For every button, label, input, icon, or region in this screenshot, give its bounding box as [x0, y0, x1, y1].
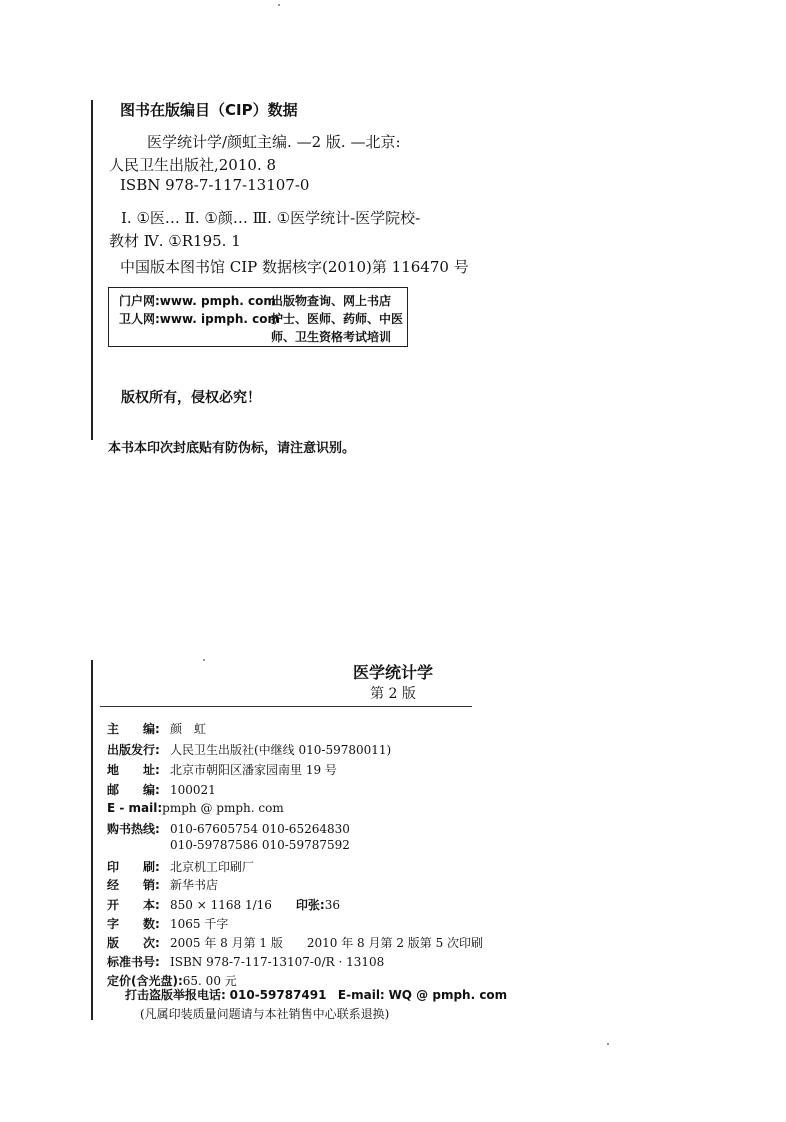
imprint-value: ISBN 978-7-117-13107-0/R · 13108 [170, 955, 385, 969]
imprint-value: 010-67605754 010-65264830 [170, 822, 350, 836]
health-description-1: 护士、医师、药师、中医 [271, 312, 404, 326]
imprint-row [107, 720, 206, 737]
cip-line-2: 人民卫生出版社,2010. 8 [109, 156, 277, 174]
imprint-row [107, 820, 350, 837]
imprint-value: pmph @ pmph. com [162, 801, 284, 815]
cip-heading: 图书在版编目（CIP）数据 [120, 101, 298, 119]
imprint-row [107, 934, 483, 951]
imprint-row [107, 838, 350, 852]
imprint-label: 主 编: [107, 722, 160, 736]
imprint-label: 经 销: [107, 878, 160, 892]
imprint-value: 北京机工印刷厂 [170, 860, 255, 874]
imprint-row [107, 781, 216, 798]
imprint-value: 100021 [170, 783, 216, 797]
imprint-row [107, 953, 384, 970]
imprint-value: 010-59787586 010-59787592 [170, 838, 350, 852]
imprint-label: 版 次: [107, 936, 160, 950]
imprint-value: 新华书店 [170, 878, 219, 892]
cip-line-5: 教材 Ⅳ. ①R195. 1 [109, 232, 241, 250]
book-edition: 第 2 版 [370, 686, 416, 702]
imprint-label: 地 址: [107, 763, 160, 777]
imprint-label: 出版发行: [107, 743, 160, 757]
imprint-extra-label: 印张: [295, 898, 325, 912]
imprint-value: 人民卫生出版社(中继线 010-59780011) [170, 743, 392, 757]
imprint-label: 购书热线: [107, 822, 160, 836]
book-title: 医学统计学 [352, 663, 433, 682]
imprint-value: 1065 千字 [170, 917, 229, 931]
portal-description: 出版物查询、网上书店 [271, 294, 392, 308]
report-label: 打击盗版举报电话: [125, 988, 226, 1002]
imprint-row [107, 801, 284, 815]
anti-counterfeit-notice: 本书本印次封底贴有防伪标，请注意识别。 [108, 441, 356, 456]
imprint-row [107, 876, 218, 893]
imprint-value: 2005 年 8 月第 1 版 2010 年 8 月第 2 版第 5 次印刷 [170, 936, 484, 950]
returns-notice: (凡属印装质量问题请与本社销售中心联系退换) [140, 1007, 390, 1021]
scan-speck [278, 4, 280, 6]
health-website: 卫人网:www. ipmph. com [119, 312, 280, 326]
scan-speck [607, 1043, 609, 1045]
imprint-value: 颜 虹 [170, 722, 207, 736]
imprint-value: 65. 00 元 [182, 974, 237, 988]
imprint-row [107, 761, 337, 778]
imprint-value: 850 × 1168 1/16 [170, 898, 272, 912]
imprint-label: 邮 编: [107, 783, 160, 797]
imprint-row [107, 896, 340, 913]
imprint-row [107, 858, 254, 875]
anti-piracy-line [125, 986, 507, 1003]
website-info-box [108, 287, 408, 347]
cip-line-3: ISBN 978-7-117-13107-0 [120, 176, 310, 194]
cip-line-6: 中国版本图书馆 CIP 数据核字(2010)第 116470 号 [120, 258, 469, 276]
imprint-value: 北京市朝阳区潘家园南里 19 号 [170, 763, 337, 777]
imprint-row [107, 915, 228, 932]
imprint-row [107, 741, 391, 758]
copyright-notice: 版权所有，侵权必究！ [121, 390, 261, 406]
portal-website: 门户网:www. pmph. com [119, 294, 276, 308]
health-description-2: 师、卫生资格考试培训 [271, 330, 392, 344]
imprint-label: 印 刷: [107, 860, 160, 874]
report-phone: 010-59787491 [229, 988, 327, 1002]
cip-line-1: 医学统计学/颜虹主编. —2 版. —北京: [147, 133, 401, 151]
imprint-extra-value: 36 [324, 898, 340, 912]
report-email: WQ @ pmph. com [388, 988, 508, 1002]
imprint-label: 字 数: [107, 917, 160, 931]
cip-line-4: Ⅰ. ①医… Ⅱ. ①颜… Ⅲ. ①医学统计-医学院校- [121, 209, 421, 227]
imprint-label: 开 本: [107, 898, 160, 912]
left-margin-rule-top [91, 100, 93, 440]
left-margin-rule-bottom [91, 660, 93, 1020]
report-email-label: E-mail: [337, 988, 385, 1002]
divider-rule [100, 706, 472, 707]
imprint-label: 标准书号: [107, 955, 160, 969]
imprint-label: E - mail: [107, 801, 163, 815]
imprint-label: 定价(含光盘): [107, 974, 183, 988]
